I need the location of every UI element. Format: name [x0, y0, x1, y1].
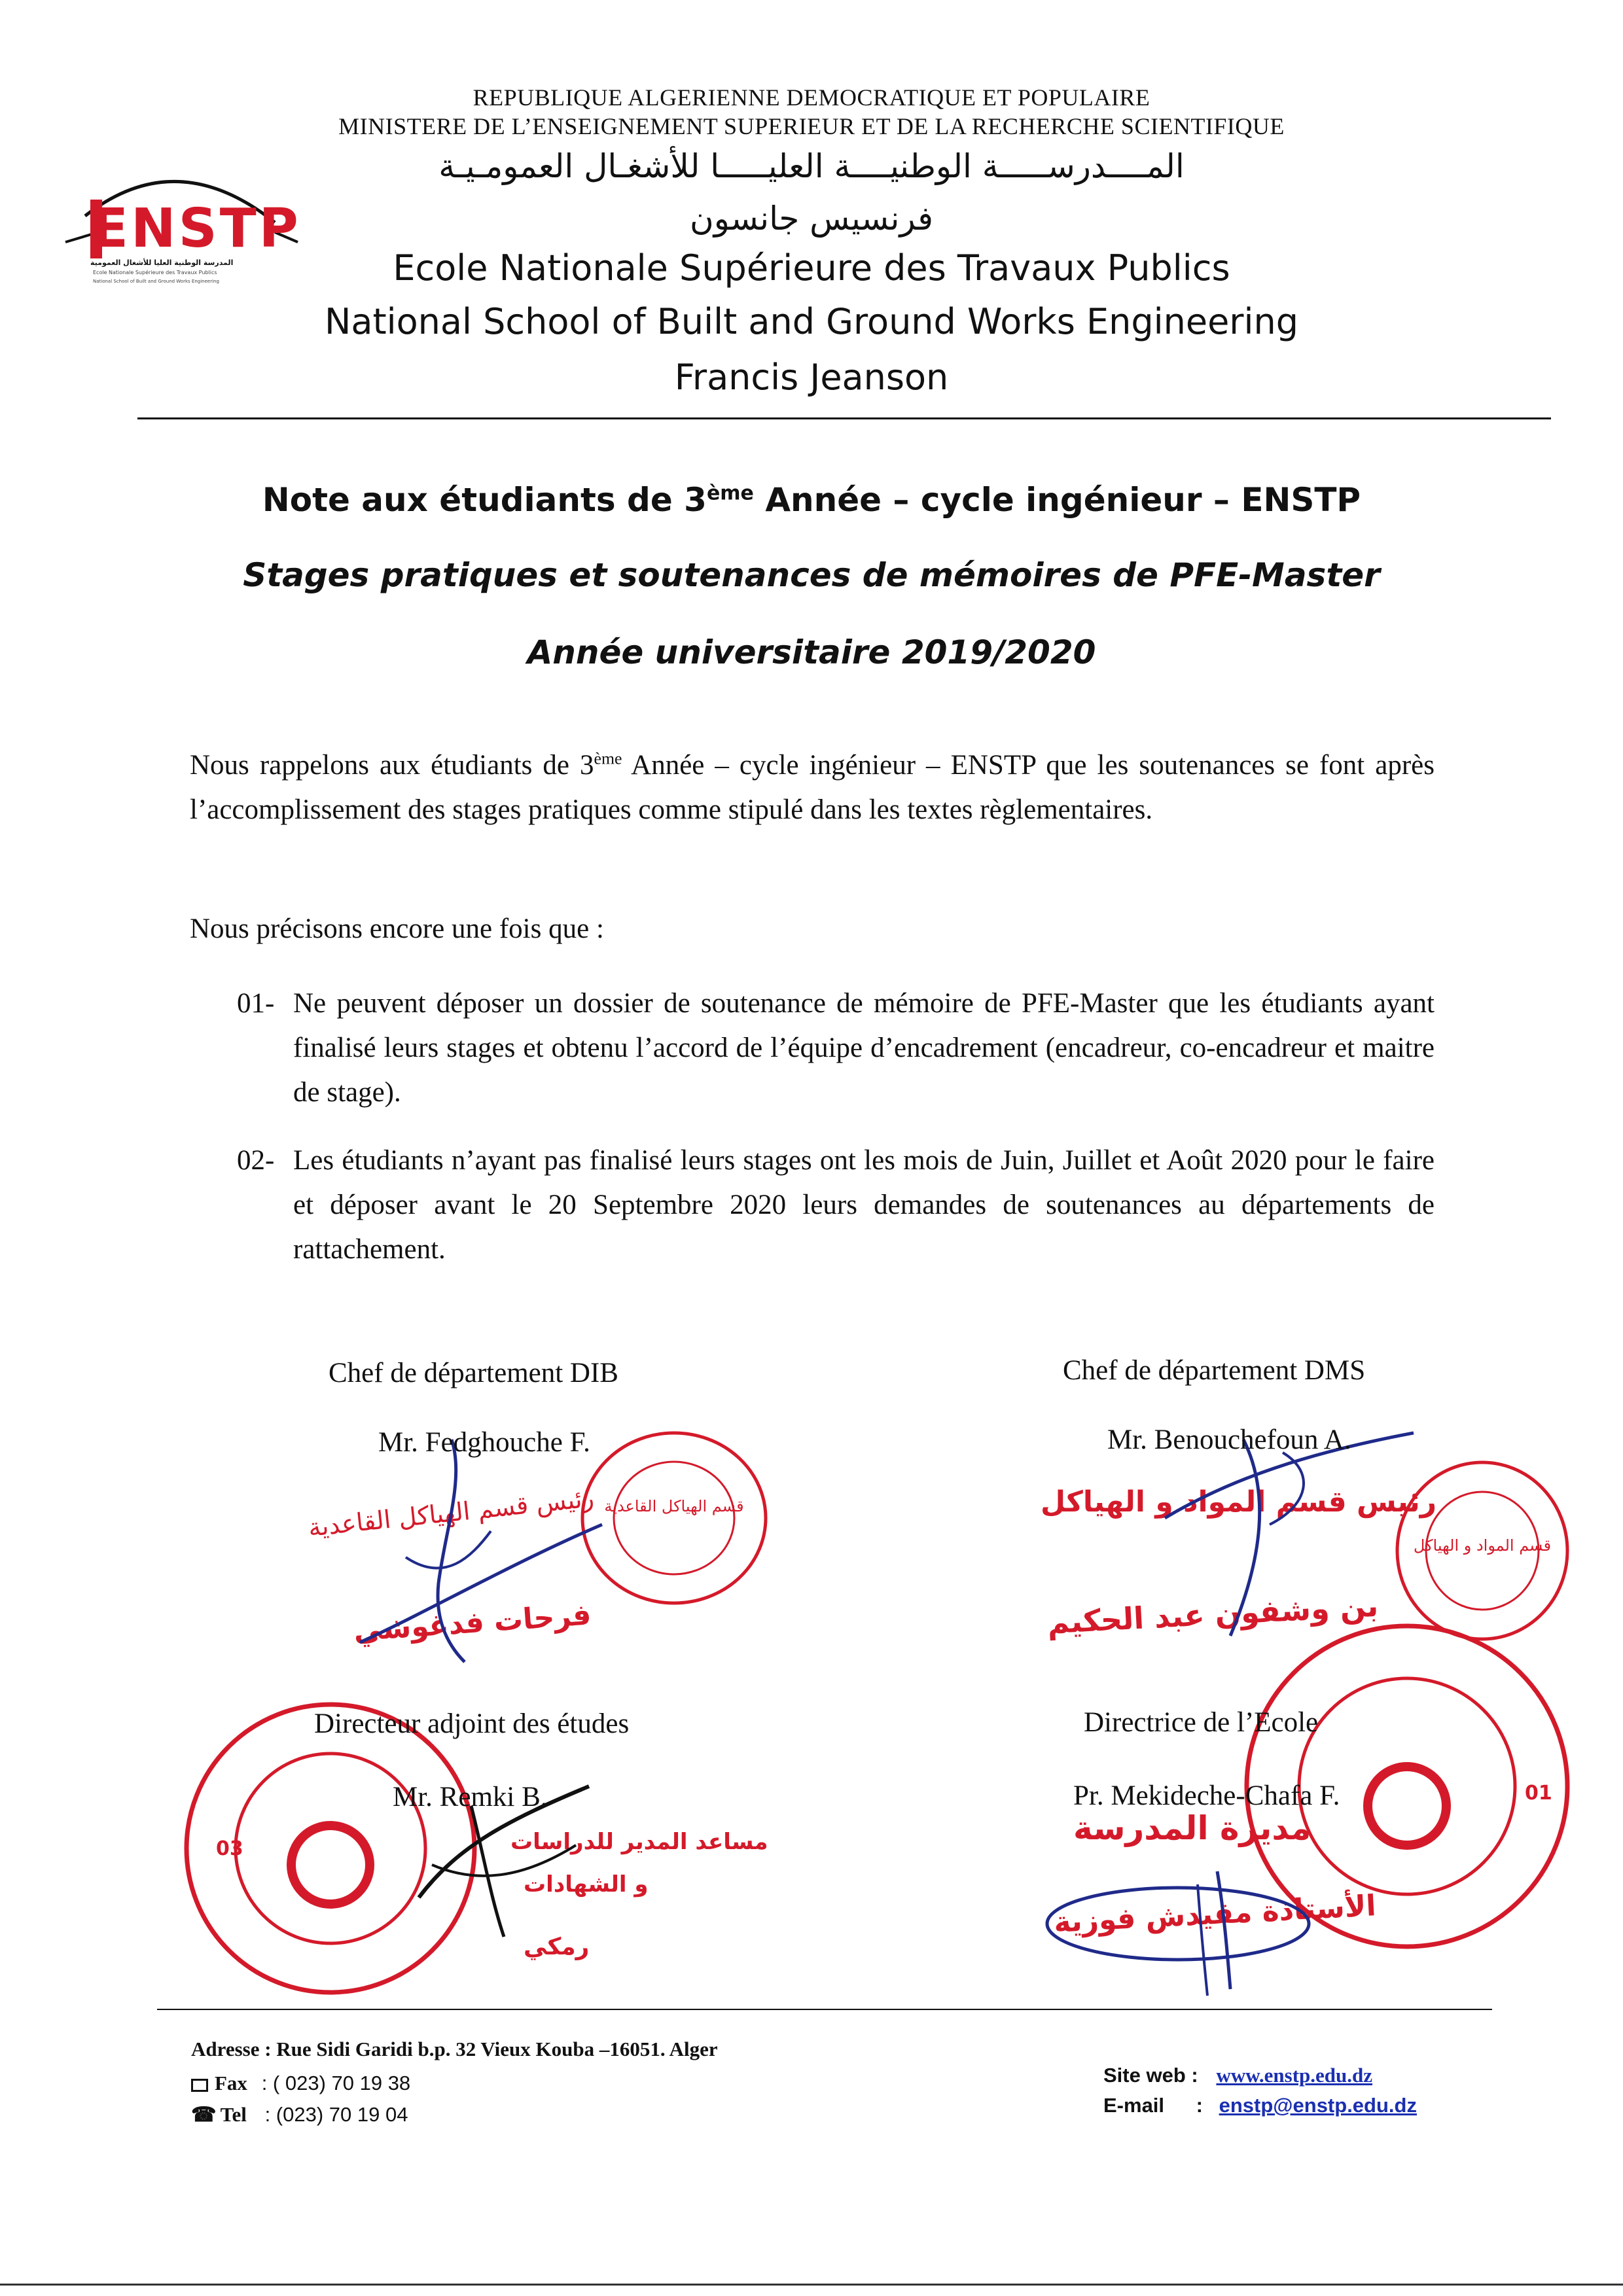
site-label: Site web :: [1103, 2064, 1198, 2087]
p1-pre: Nous rappelons aux étudiants de 3: [190, 750, 594, 781]
fax-icon: [191, 2079, 208, 2092]
stamp-dms-signature: بن وشفون عبد الحكيم: [1046, 1587, 1380, 1641]
note-title: [98, 481, 1525, 519]
header-school-arabic: المــــدرســـــة الوطنيــــة العليـــــا للأشغـال العمومـيـة: [438, 147, 1185, 185]
footer-fax-row: [191, 2072, 410, 2095]
fax-label: Fax: [215, 2072, 247, 2094]
stamp-etudes-line1: مساعد المدير للدراسات: [510, 1829, 768, 1855]
item-2-number: 02-: [237, 1145, 275, 1176]
footer-site-row: [1103, 2064, 1372, 2087]
signature-ecole-ink: [1041, 1858, 1322, 2002]
header-school-en: National School of Built and Ground Works Engineering: [324, 301, 1299, 342]
item-1-text: Ne peuvent déposer un dossier de soutenance de mémoire de PFE-Master que les étudiants ayant finalisé leurs stages et obtenu l’accord de l’équipe d’encadrement (encadreur, co-encadreur et maitre de stage).: [293, 988, 1435, 1108]
tel-number: : (023) 70 19 04: [264, 2103, 408, 2126]
header-ministry: MINISTERE DE L’ENSEIGNEMENT SUPERIEUR ET DE LA RECHERCHE SCIENTIFIQUE: [338, 113, 1285, 139]
p1-sup: ème: [594, 749, 622, 768]
footer-address: Adresse : Rue Sidi Garidi b.p. 32 Vieux Kouba –16051. Alger: [191, 2038, 718, 2060]
email-sep: :: [1196, 2094, 1203, 2117]
footer-divider: [157, 2009, 1492, 2010]
email-label: E-mail: [1103, 2094, 1165, 2117]
stamp-etudes-line3: رمكي: [524, 1934, 590, 1960]
header-school-fr: Ecole Nationale Supérieure des Travaux Publics: [393, 247, 1230, 289]
note-title-sup: ème: [706, 482, 754, 505]
note-title-pre: Note aux étudiants de 3: [262, 481, 707, 519]
stamp-etudes-line2: و الشهادات: [524, 1871, 649, 1898]
item-1-number: 01-: [237, 988, 275, 1019]
sig-dib-title: Chef de département DIB: [329, 1358, 618, 1388]
sig-ecole-name: Pr. Mekideche-Chafa F.: [1073, 1780, 1340, 1811]
stamp-ecole-line2: الأستاذة مقيدش فوزية: [1053, 1889, 1377, 1939]
header-name-arabic: فرنسيس جانسون: [690, 200, 933, 238]
fax-number: : ( 023) 70 19 38: [261, 2072, 411, 2094]
sig-dms-title: Chef de département DMS: [1063, 1355, 1366, 1386]
header-school-name: Francis Jeanson: [674, 357, 949, 398]
seal-left-number: 03: [216, 1837, 243, 1860]
logo-fr: Ecole Nationale Supérieure des Travaux Publics: [93, 270, 217, 275]
sig-etudes-title: Directeur adjoint des études: [314, 1708, 630, 1739]
logo-en: National School of Built and Ground Works Engineering: [93, 279, 219, 284]
sig-ecole-title: Directrice de l’Ecole: [1084, 1707, 1319, 1738]
footer-tel-row: [191, 2103, 408, 2127]
note-year: Année universitaire 2019/2020: [527, 633, 1096, 671]
note-title-post: Année – cycle ingénieur – ENSTP: [753, 481, 1361, 519]
stamp-ecole-line1: مديرة المدرسة: [1073, 1809, 1311, 1847]
signature-dib-ink: [340, 1426, 615, 1675]
logo-arabic: المدرسة الوطنية العليا للأشغال العمومية: [90, 258, 234, 267]
site-link[interactable]: www.enstp.edu.dz: [1216, 2064, 1373, 2087]
item-2-text: Les étudiants n’ayant pas finalisé leurs stages ont les mois de Juin, Juillet et Août 2020 pour le faire et déposer avant le 20 Septembre 2020 leurs demandes de soutenances au départements de rattachement.: [293, 1145, 1435, 1265]
page-bottom-edge: [0, 2284, 1623, 2286]
header-divider: [137, 417, 1551, 419]
sig-dib-name: Mr. Fedghouche F.: [378, 1427, 590, 1458]
p1-post: Année – cycle ingénieur – ENSTP que les soutenances se font après l’accomplissement des stages pratiques comme stipulé dans les textes règlementaires.: [190, 750, 1435, 825]
footer-email-row: [1103, 2094, 1417, 2117]
dib-seal-text: قسم الهياكل القاعدية: [604, 1497, 744, 1515]
stamp-dms-title: رئيس قسم المواد و الهياكل: [1041, 1485, 1437, 1519]
body-paragraph-1: [190, 743, 1435, 832]
tel-label: Tel: [220, 2103, 247, 2126]
sig-etudes-name: Mr. Remki B.: [393, 1782, 548, 1812]
seal-right-number: 01: [1525, 1782, 1552, 1805]
dms-seal-text: قسم المواد و الهياكل: [1413, 1536, 1552, 1555]
sig-dms-name: Mr. Benouchefoun A.: [1107, 1424, 1351, 1455]
phone-icon: ☎: [191, 2103, 217, 2126]
email-link[interactable]: enstp@enstp.edu.dz: [1219, 2094, 1417, 2117]
header-republic: REPUBLIQUE ALGERIENNE DEMOCRATIQUE ET POPULAIRE: [473, 84, 1150, 111]
body-paragraph-2: Nous précisons encore une fois que :: [190, 913, 604, 944]
stamp-dib-title: رئيس قسم الهياكل القاعدية: [306, 1483, 596, 1542]
logo-text: ENSTP: [92, 198, 301, 260]
note-subtitle: Stages pratiques et soutenances de mémoires de PFE-Master: [243, 556, 1380, 594]
stamp-dib-signature: فرحات فدغوشي: [352, 1598, 592, 1648]
